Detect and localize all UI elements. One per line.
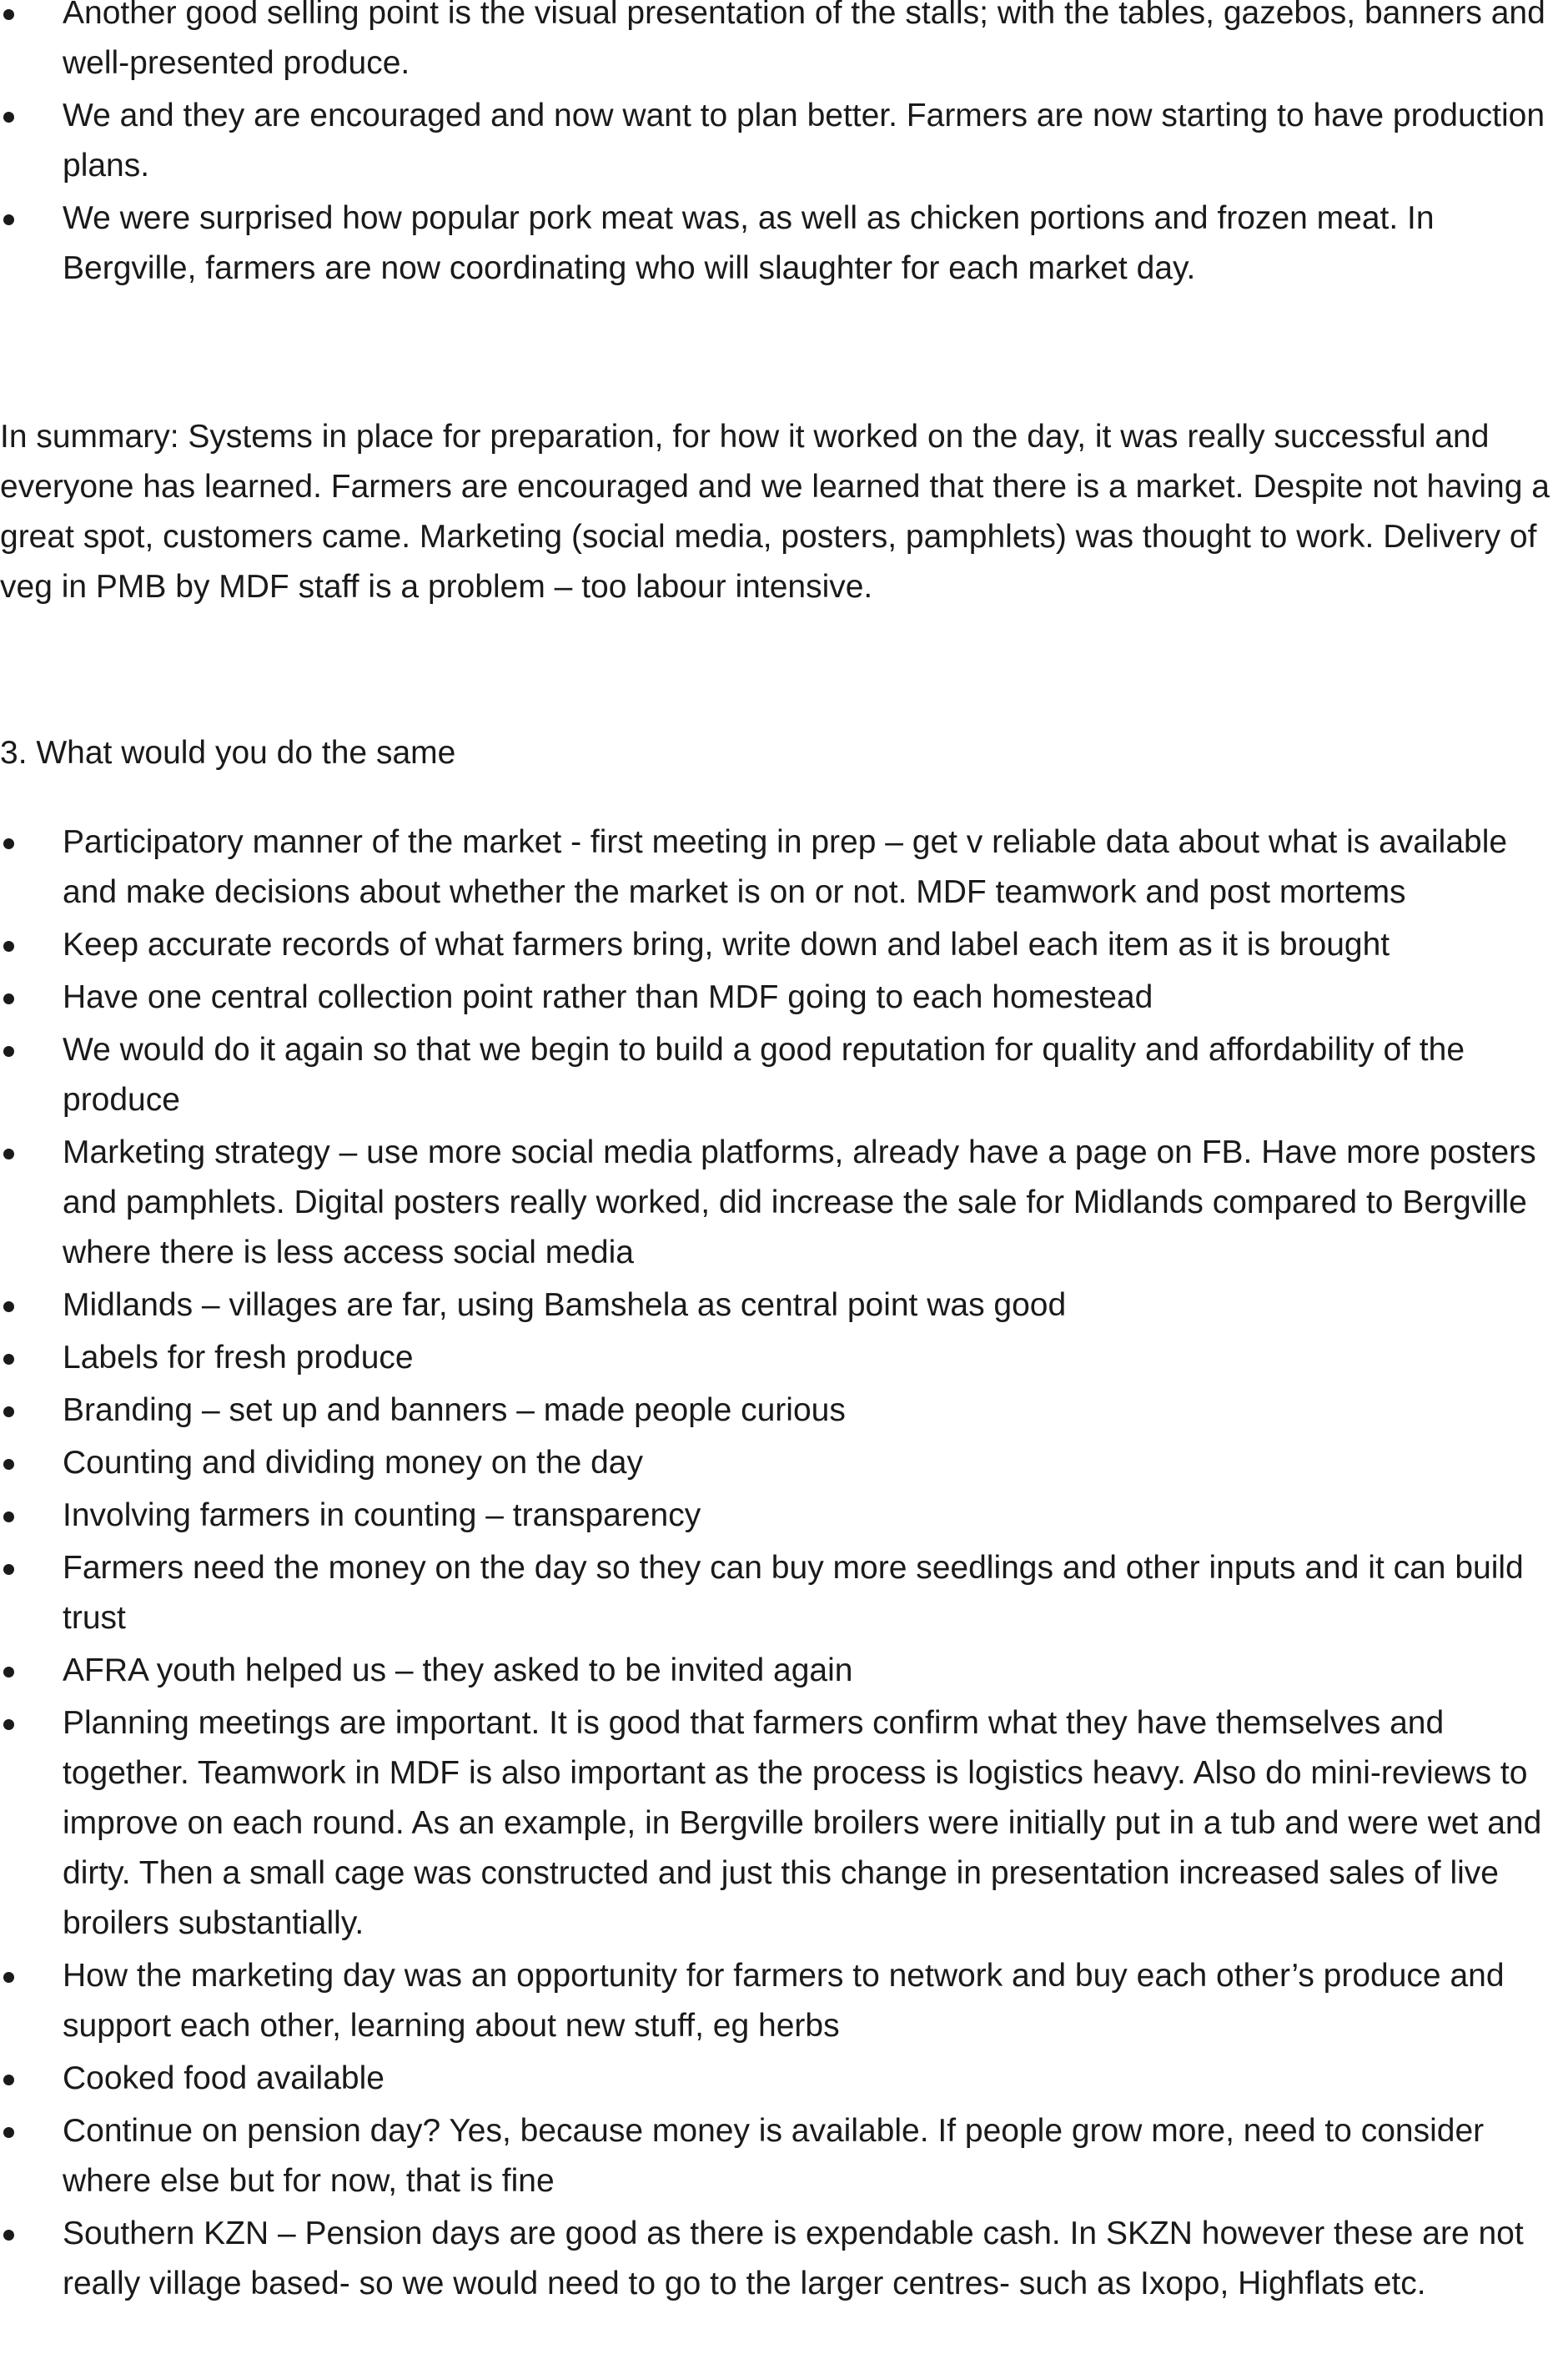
list-item: We would do it again so that we begin to build a good reputation for quality and affordability of the produce bbox=[0, 1025, 1568, 1125]
list-item: Another good selling point is the visual presentation of the stalls; with the tables, gazebos, banners and well-presented produce. bbox=[0, 0, 1568, 88]
list-item: Labels for fresh produce bbox=[0, 1333, 1568, 1383]
list-item: Southern KZN – Pension days are good as there is expendable cash. In SKZN however these are not really village based- so we would need to go to the larger centres- such as Ixopo, Highflats etc. bbox=[0, 2209, 1568, 2309]
list-item: Farmers need the money on the day so they can buy more seedlings and other inputs and it can build trust bbox=[0, 1543, 1568, 1643]
list-item: Involving farmers in counting – transparency bbox=[0, 1491, 1568, 1541]
list-item: We and they are encouraged and now want to plan better. Farmers are now starting to have production plans. bbox=[0, 91, 1568, 191]
top-bullet-list bbox=[0, 0, 1568, 294]
list-item: Have one central collection point rather than MDF going to each homestead bbox=[0, 973, 1568, 1023]
list-item: AFRA youth helped us – they asked to be invited again bbox=[0, 1646, 1568, 1696]
list-item: Continue on pension day? Yes, because money is available. If people grow more, need to consider where else but for now, that is fine bbox=[0, 2106, 1568, 2206]
same-bullet-list bbox=[0, 817, 1568, 2309]
list-item: Marketing strategy – use more social media platforms, already have a page on FB. Have more posters and pamphlets. Digital posters really worked, did increase the sale for Midlands compared to Bergville where there is less access social media bbox=[0, 1128, 1568, 1278]
list-item: Participatory manner of the market - first meeting in prep – get v reliable data about what is available and make decisions about whether the market is on or not. MDF teamwork and post mortems bbox=[0, 817, 1568, 918]
list-item: Planning meetings are important. It is good that farmers confirm what they have themselves and together. Teamwork in MDF is also important as the process is logistics heavy. Also do mini-reviews to improve on each round. As an example, in Bergville broilers were initially put in a tub and were wet and dirty. Then a small cage was constructed and just this change in presentation increased sales of live broilers substantially. bbox=[0, 1698, 1568, 1949]
list-item: Counting and dividing money on the day bbox=[0, 1438, 1568, 1488]
list-item: Cooked food available bbox=[0, 2054, 1568, 2104]
list-item: Keep accurate records of what farmers bring, write down and label each item as it is brought bbox=[0, 920, 1568, 970]
section-heading: 3. What would you do the same bbox=[0, 735, 456, 771]
list-item: Branding – set up and banners – made people curious bbox=[0, 1386, 1568, 1436]
list-item: Midlands – villages are far, using Bamshela as central point was good bbox=[0, 1280, 1568, 1330]
list-item: We were surprised how popular pork meat was, as well as chicken portions and frozen meat. In Bergville, farmers are now coordinating who will slaughter for each market day. bbox=[0, 194, 1568, 294]
list-item: How the marketing day was an opportunity for farmers to network and buy each other’s produce and support each other, learning about new stuff, eg herbs bbox=[0, 1951, 1568, 2051]
summary-paragraph: In summary: Systems in place for preparation, for how it worked on the day, it was really successful and everyone has learned. Farmers are encouraged and we learned that there is a market. Despite not having a great spot, customers came. Marketing (social media, posters, pamphlets) was thought to work. Delivery of veg in PMB by MDF staff is a problem – too labour intensive. bbox=[0, 419, 1550, 605]
